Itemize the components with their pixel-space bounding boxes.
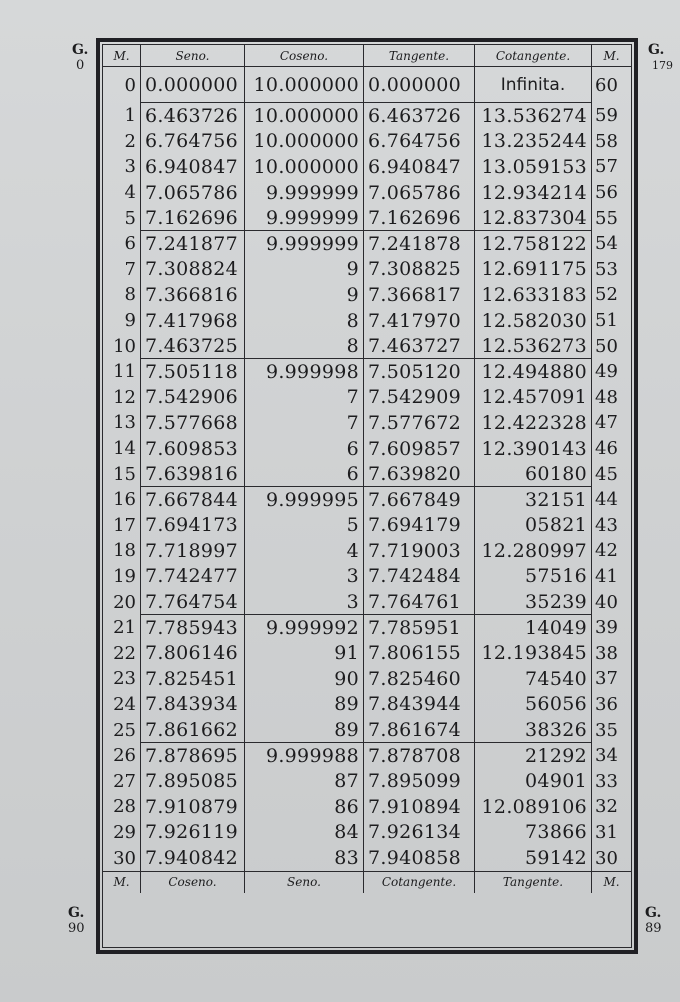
row-seno: 7.843934 <box>141 692 245 718</box>
row-cotangente: 35239 <box>475 589 592 615</box>
row-tangente: 7.764761 <box>364 589 475 615</box>
row-cotangente: 12.089106 <box>475 794 592 820</box>
row-tangente: 7.825460 <box>364 666 475 692</box>
row-minute-right: 33 <box>595 770 618 792</box>
row-minute: 2 <box>103 129 141 155</box>
row-cotangente: 12.758122 <box>475 231 592 257</box>
row-seno: 7.940842 <box>141 845 245 871</box>
top-right-degree: 179 <box>652 59 673 72</box>
row-cotangente: 12.691175 <box>475 257 592 283</box>
row-coseno: 9.999999 <box>245 231 364 257</box>
row-tangente: 6.764756 <box>364 129 475 155</box>
row-tangente: 7.910894 <box>364 794 475 820</box>
row-cotangente: Infinita. <box>475 67 592 103</box>
row-tangente: 7.785951 <box>364 615 475 641</box>
footer-minutes-right: M. <box>592 871 631 893</box>
row-seno: 7.065786 <box>141 180 245 206</box>
row-seno: 7.609853 <box>141 436 245 462</box>
row-tangente: 7.162696 <box>364 205 475 231</box>
row-tangente: 7.667849 <box>364 487 475 513</box>
row-seno: 6.463726 <box>141 103 245 129</box>
row-seno: 7.366816 <box>141 282 245 308</box>
row-tangente: 7.463727 <box>364 333 475 359</box>
row-seno: 7.542906 <box>141 385 245 411</box>
row-tangente: 7.719003 <box>364 538 475 564</box>
row-seno: 7.241877 <box>141 231 245 257</box>
header-minutes-right: M. <box>592 45 631 67</box>
row-minute-right: 31 <box>595 821 618 843</box>
row-coseno: 3 <box>245 564 364 590</box>
row-minute-right: 37 <box>595 668 618 690</box>
row-minute-right: 52 <box>595 284 618 306</box>
row-minute: 3 <box>103 154 141 180</box>
row-minute: 0 <box>103 67 141 103</box>
bottom-left-degree: 90 <box>68 921 85 936</box>
row-minute-right: 34 <box>595 745 618 767</box>
row-tangente: 7.577672 <box>364 410 475 436</box>
row-minute: 9 <box>103 308 141 334</box>
row-seno: 7.878695 <box>141 743 245 769</box>
row-seno: 7.825451 <box>141 666 245 692</box>
row-minute: 19 <box>103 564 141 590</box>
row-tangente: 7.308825 <box>364 257 475 283</box>
row-minute-right: 46 <box>595 438 618 460</box>
row-seno: 7.910879 <box>141 794 245 820</box>
bottom-right-degree-marker <box>645 905 662 937</box>
row-minute-right: 42 <box>595 540 618 562</box>
row-seno: 7.417968 <box>141 308 245 334</box>
row-minute: 26 <box>103 743 141 769</box>
row-cotangente: 12.390143 <box>475 436 592 462</box>
row-cotangente: 60180 <box>475 461 592 487</box>
row-minute: 6 <box>103 231 141 257</box>
row-minute-right: 47 <box>595 412 618 434</box>
row-minute-right: 40 <box>595 591 618 613</box>
row-coseno: 90 <box>245 666 364 692</box>
row-tangente: 7.694179 <box>364 513 475 539</box>
row-tangente: 7.926134 <box>364 820 475 846</box>
row-seno: 7.505118 <box>141 359 245 385</box>
row-minute-right: 39 <box>595 617 618 639</box>
row-minute: 12 <box>103 385 141 411</box>
row-seno: 7.694173 <box>141 513 245 539</box>
row-cotangente: 73866 <box>475 820 592 846</box>
row-cotangente: 05821 <box>475 513 592 539</box>
row-coseno: 9.999999 <box>245 180 364 206</box>
row-coseno: 91 <box>245 640 364 666</box>
row-coseno: 8 <box>245 308 364 334</box>
row-coseno: 9.999998 <box>245 359 364 385</box>
row-tangente: 7.878708 <box>364 743 475 769</box>
row-minute-right: 45 <box>595 463 618 485</box>
row-cotangente: 12.536273 <box>475 333 592 359</box>
row-minute: 24 <box>103 692 141 718</box>
row-minute: 18 <box>103 538 141 564</box>
row-minute: 11 <box>103 359 141 385</box>
row-coseno: 10.000000 <box>245 103 364 129</box>
row-minute-right: 38 <box>595 642 618 664</box>
row-minute-right: 49 <box>595 361 618 383</box>
footer-cotangente: Cotangente. <box>364 871 475 893</box>
row-tangente: 7.241878 <box>364 231 475 257</box>
row-tangente: 6.463726 <box>364 103 475 129</box>
row-tangente: 7.065786 <box>364 180 475 206</box>
footer-minutes: M. <box>103 871 141 893</box>
row-tangente: 7.861674 <box>364 717 475 743</box>
row-coseno: 6 <box>245 436 364 462</box>
row-minute: 5 <box>103 205 141 231</box>
row-minute-right: 32 <box>595 796 618 818</box>
top-left-degree-marker <box>72 42 88 74</box>
row-tangente: 7.742484 <box>364 564 475 590</box>
row-coseno: 6 <box>245 461 364 487</box>
footer-seno: Seno. <box>245 871 364 893</box>
row-minute: 23 <box>103 666 141 692</box>
row-cotangente: 57516 <box>475 564 592 590</box>
row-coseno: 10.000000 <box>245 129 364 155</box>
row-cotangente: 21292 <box>475 743 592 769</box>
header-tangente: Tangente. <box>364 45 475 67</box>
row-minute-right: 59 <box>595 105 618 127</box>
row-cotangente: 12.494880 <box>475 359 592 385</box>
row-tangente: 7.542909 <box>364 385 475 411</box>
row-cotangente: 12.457091 <box>475 385 592 411</box>
row-minute-right: 35 <box>595 719 618 741</box>
row-cotangente: 12.633183 <box>475 282 592 308</box>
row-coseno: 84 <box>245 820 364 846</box>
row-seno: 6.940847 <box>141 154 245 180</box>
row-seno: 7.308824 <box>141 257 245 283</box>
row-seno: 7.577668 <box>141 410 245 436</box>
row-cotangente: 59142 <box>475 845 592 871</box>
row-cotangente: 56056 <box>475 692 592 718</box>
row-coseno: 89 <box>245 717 364 743</box>
bottom-left-degree-marker <box>68 905 85 937</box>
row-minute-right: 57 <box>595 156 618 178</box>
row-minute-right: 58 <box>595 130 618 152</box>
row-seno: 7.463725 <box>141 333 245 359</box>
row-coseno: 3 <box>245 589 364 615</box>
row-minute: 22 <box>103 640 141 666</box>
row-minute-right: 50 <box>595 335 618 357</box>
row-minute-right: 56 <box>595 182 618 204</box>
row-minute: 4 <box>103 180 141 206</box>
row-tangente: 0.000000 <box>364 67 475 103</box>
footer-tangente: Tangente. <box>475 871 592 893</box>
row-coseno: 9.999992 <box>245 615 364 641</box>
header-minutes: M. <box>103 45 141 67</box>
row-tangente: 7.609857 <box>364 436 475 462</box>
row-minute: 21 <box>103 615 141 641</box>
row-cotangente: 12.422328 <box>475 410 592 436</box>
row-coseno: 83 <box>245 845 364 871</box>
row-seno: 7.667844 <box>141 487 245 513</box>
bottom-right-degree: 89 <box>645 921 662 936</box>
row-seno: 7.718997 <box>141 538 245 564</box>
row-minute-right: 41 <box>595 565 618 587</box>
row-minute: 1 <box>103 103 141 129</box>
row-minute: 17 <box>103 513 141 539</box>
row-seno: 6.764756 <box>141 129 245 155</box>
footer-coseno: Coseno. <box>141 871 245 893</box>
row-minute-right: 51 <box>595 310 618 332</box>
row-minute: 25 <box>103 717 141 743</box>
row-cotangente: 13.235244 <box>475 129 592 155</box>
row-minute-right: 30 <box>595 847 618 869</box>
row-seno: 7.861662 <box>141 717 245 743</box>
row-tangente: 7.639820 <box>364 461 475 487</box>
row-minute: 29 <box>103 820 141 846</box>
top-right-degree-marker <box>648 42 673 74</box>
row-tangente: 7.366817 <box>364 282 475 308</box>
row-cotangente: 74540 <box>475 666 592 692</box>
row-minute-right: 43 <box>595 514 618 536</box>
row-tangente: 7.505120 <box>364 359 475 385</box>
top-left-degree: 0 <box>76 58 85 73</box>
row-tangente: 7.940858 <box>364 845 475 871</box>
row-coseno: 89 <box>245 692 364 718</box>
row-seno: 7.895085 <box>141 768 245 794</box>
row-cotangente: 04901 <box>475 768 592 794</box>
row-minute: 13 <box>103 410 141 436</box>
row-coseno: 10.000000 <box>245 154 364 180</box>
row-tangente: 7.895099 <box>364 768 475 794</box>
row-cotangente: 13.059153 <box>475 154 592 180</box>
row-tangente: 6.940847 <box>364 154 475 180</box>
row-cotangente: 32151 <box>475 487 592 513</box>
row-cotangente: 14049 <box>475 615 592 641</box>
row-seno: 7.162696 <box>141 205 245 231</box>
row-minute: 28 <box>103 794 141 820</box>
row-minute: 27 <box>103 768 141 794</box>
bottom-left-letter: G. <box>68 905 85 921</box>
row-seno: 7.639816 <box>141 461 245 487</box>
row-coseno: 8 <box>245 333 364 359</box>
row-coseno: 9.999995 <box>245 487 364 513</box>
row-minute-right: 44 <box>595 489 618 511</box>
row-minute: 10 <box>103 333 141 359</box>
row-minute-right: 55 <box>595 207 618 229</box>
row-coseno: 9.999999 <box>245 205 364 231</box>
row-seno: 7.742477 <box>141 564 245 590</box>
header-coseno: Coseno. <box>245 45 364 67</box>
row-tangente: 7.843944 <box>364 692 475 718</box>
row-cotangente: 12.582030 <box>475 308 592 334</box>
row-minute-right: 53 <box>595 258 618 280</box>
row-seno: 7.806146 <box>141 640 245 666</box>
row-cotangente: 38326 <box>475 717 592 743</box>
row-tangente: 7.417970 <box>364 308 475 334</box>
row-coseno: 86 <box>245 794 364 820</box>
row-coseno: 9.999988 <box>245 743 364 769</box>
row-coseno: 4 <box>245 538 364 564</box>
row-coseno: 7 <box>245 385 364 411</box>
row-seno: 0.000000 <box>141 67 245 103</box>
row-minute-right: 36 <box>595 693 618 715</box>
row-cotangente: 13.536274 <box>475 103 592 129</box>
row-cotangente: 12.837304 <box>475 205 592 231</box>
log-trig-table <box>103 45 631 947</box>
row-cotangente: 12.280997 <box>475 538 592 564</box>
top-left-letter: G. <box>72 42 89 58</box>
row-minute: 16 <box>103 487 141 513</box>
row-seno: 7.764754 <box>141 589 245 615</box>
row-minute: 7 <box>103 257 141 283</box>
row-minute: 8 <box>103 282 141 308</box>
row-cotangente: 12.934214 <box>475 180 592 206</box>
row-coseno: 9 <box>245 282 364 308</box>
row-coseno: 7 <box>245 410 364 436</box>
row-minute: 14 <box>103 436 141 462</box>
row-minute-right: 54 <box>595 233 618 255</box>
row-minute: 15 <box>103 461 141 487</box>
bottom-right-letter: G. <box>645 905 662 921</box>
row-seno: 7.926119 <box>141 820 245 846</box>
row-tangente: 7.806155 <box>364 640 475 666</box>
row-minute: 30 <box>103 845 141 871</box>
row-minute: 20 <box>103 589 141 615</box>
row-minute-right: 48 <box>595 386 618 408</box>
row-seno: 7.785943 <box>141 615 245 641</box>
row-coseno: 10.000000 <box>245 67 364 103</box>
header-seno: Seno. <box>141 45 245 67</box>
header-cotangente: Cotangente. <box>475 45 592 67</box>
row-minute-right: 60 <box>595 74 618 96</box>
row-coseno: 5 <box>245 513 364 539</box>
top-right-letter: G. <box>648 42 665 58</box>
row-coseno: 87 <box>245 768 364 794</box>
row-coseno: 9 <box>245 257 364 283</box>
row-cotangente: 12.193845 <box>475 640 592 666</box>
